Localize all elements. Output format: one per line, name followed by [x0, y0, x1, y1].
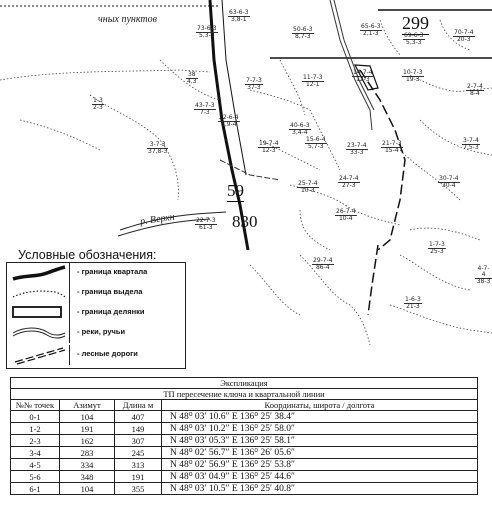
plot-label: 25-7-4 10-3: [298, 180, 318, 194]
table-row: 6-1 104 355 N 48⁰ 03′ 10.5″ E 136⁰ 25′ 40.8″: [11, 483, 478, 495]
plot-label: 26-7-4 10-4: [336, 208, 356, 222]
river-icon: [7, 323, 70, 343]
legend-box: [6, 262, 186, 369]
plot-label: 30-7-4 30-4: [439, 175, 459, 189]
legend-title: Условные обозначения:: [18, 248, 157, 262]
plot-label: 11-7-3 12-1: [303, 74, 323, 88]
plot-label: 40-6-3 3,4-4: [290, 122, 310, 136]
table-row: 5-6 348 191 N 48⁰ 03′ 04.9″ E 136⁰ 25′ 44.6″: [11, 471, 478, 483]
plot-label: 10-7-3 19-3: [403, 69, 423, 83]
table-row: 2-3 162 307 N 48⁰ 03′ 05.3″ E 136⁰ 25′ 58.1″: [11, 435, 478, 447]
table-row: 4-5 334 313 N 48⁰ 02′ 56.9″ E 136⁰ 25′ 53.8″: [11, 459, 478, 471]
legend-item: - граница выдела: [7, 283, 185, 303]
plot-label: 73-6-3 5,3-3: [197, 25, 217, 39]
plot-label: 29-7-4 86-4: [313, 257, 333, 271]
plot-label: 38 4,3: [187, 71, 197, 85]
legend-item: - лесные дороги: [7, 345, 185, 365]
plot-label: 15-6-4 5,7-3: [306, 136, 326, 150]
plot-label: 4-7-4 38-3: [476, 265, 491, 285]
dotted-curve-icon: [7, 283, 70, 303]
plot-label: 21-7-3 15-4: [382, 140, 402, 154]
plot-label: 3-7-4 7,5-3: [463, 137, 479, 151]
plot-label: 70-7-4 20-3: [454, 29, 474, 43]
plot-label: 22-6-4 8,9-4: [219, 114, 239, 128]
plot-label: 69-6-3 5,3-3: [404, 32, 424, 46]
table-title: Экспликация: [11, 378, 478, 389]
plot-label: 1-7-3 25-3: [429, 241, 445, 255]
legend-item: - граница квартала: [7, 263, 185, 283]
thick-curve-icon: [7, 263, 70, 283]
plot-label: 3-7-3 37,8-3: [148, 141, 168, 155]
legend-item: - реки, ручьи: [7, 323, 185, 343]
plot-label: 65-6-3 2,1-3: [361, 23, 381, 37]
quarter-number-299: 299: [402, 13, 429, 33]
plot-label: 14-7-4 12-3: [353, 69, 373, 83]
table-row: 0-1 104 407 N 48⁰ 03′ 10.6″ E 136⁰ 25′ 38.4″: [11, 411, 478, 423]
table-header: №№ точек Азимут Длина м Координаты, широта / долгота: [11, 400, 478, 411]
table-row: 3-4 283 245 N 48⁰ 02′ 56.7″ E 136⁰ 26′ 05.6″: [11, 447, 478, 459]
table-row: 1-2 191 149 N 48⁰ 03′ 10.2″ E 136⁰ 25′ 58.0″: [11, 423, 478, 435]
plot-label: 22-7-3 61-3: [196, 217, 216, 231]
plot-label: 2-7-4 8-4: [467, 83, 483, 97]
plot-label: 24-7-4 27-3: [339, 175, 359, 189]
road-icon: [7, 345, 70, 365]
quarter-number: 59: [227, 181, 244, 200]
plot-label: 63-6-3 3,8-1: [229, 9, 249, 23]
plot-label: 43-7-3 7-3: [195, 102, 215, 116]
rectangle-icon: [7, 303, 70, 323]
quarter-area: 830: [232, 212, 258, 231]
plot-label: 1-3 2-3: [93, 97, 103, 111]
explication-table: [10, 377, 478, 495]
table-subtitle: ТП пересечение ключа и квартальной линии: [11, 389, 478, 400]
plot-label: 1-6-3 21-3: [405, 296, 421, 310]
plot-label: 7-7-3 37-3: [246, 77, 262, 91]
plot-label: 19-7-4 12-3: [259, 140, 279, 154]
plot-label: 23-7-4 33-3: [347, 142, 367, 156]
legend-item: - граница делянки: [7, 303, 185, 323]
plot-label: 50-6-3 8,7-3: [293, 26, 313, 40]
map-caption-top: чных пунктов: [98, 14, 157, 25]
river-label: р. Верхн: [139, 211, 176, 228]
